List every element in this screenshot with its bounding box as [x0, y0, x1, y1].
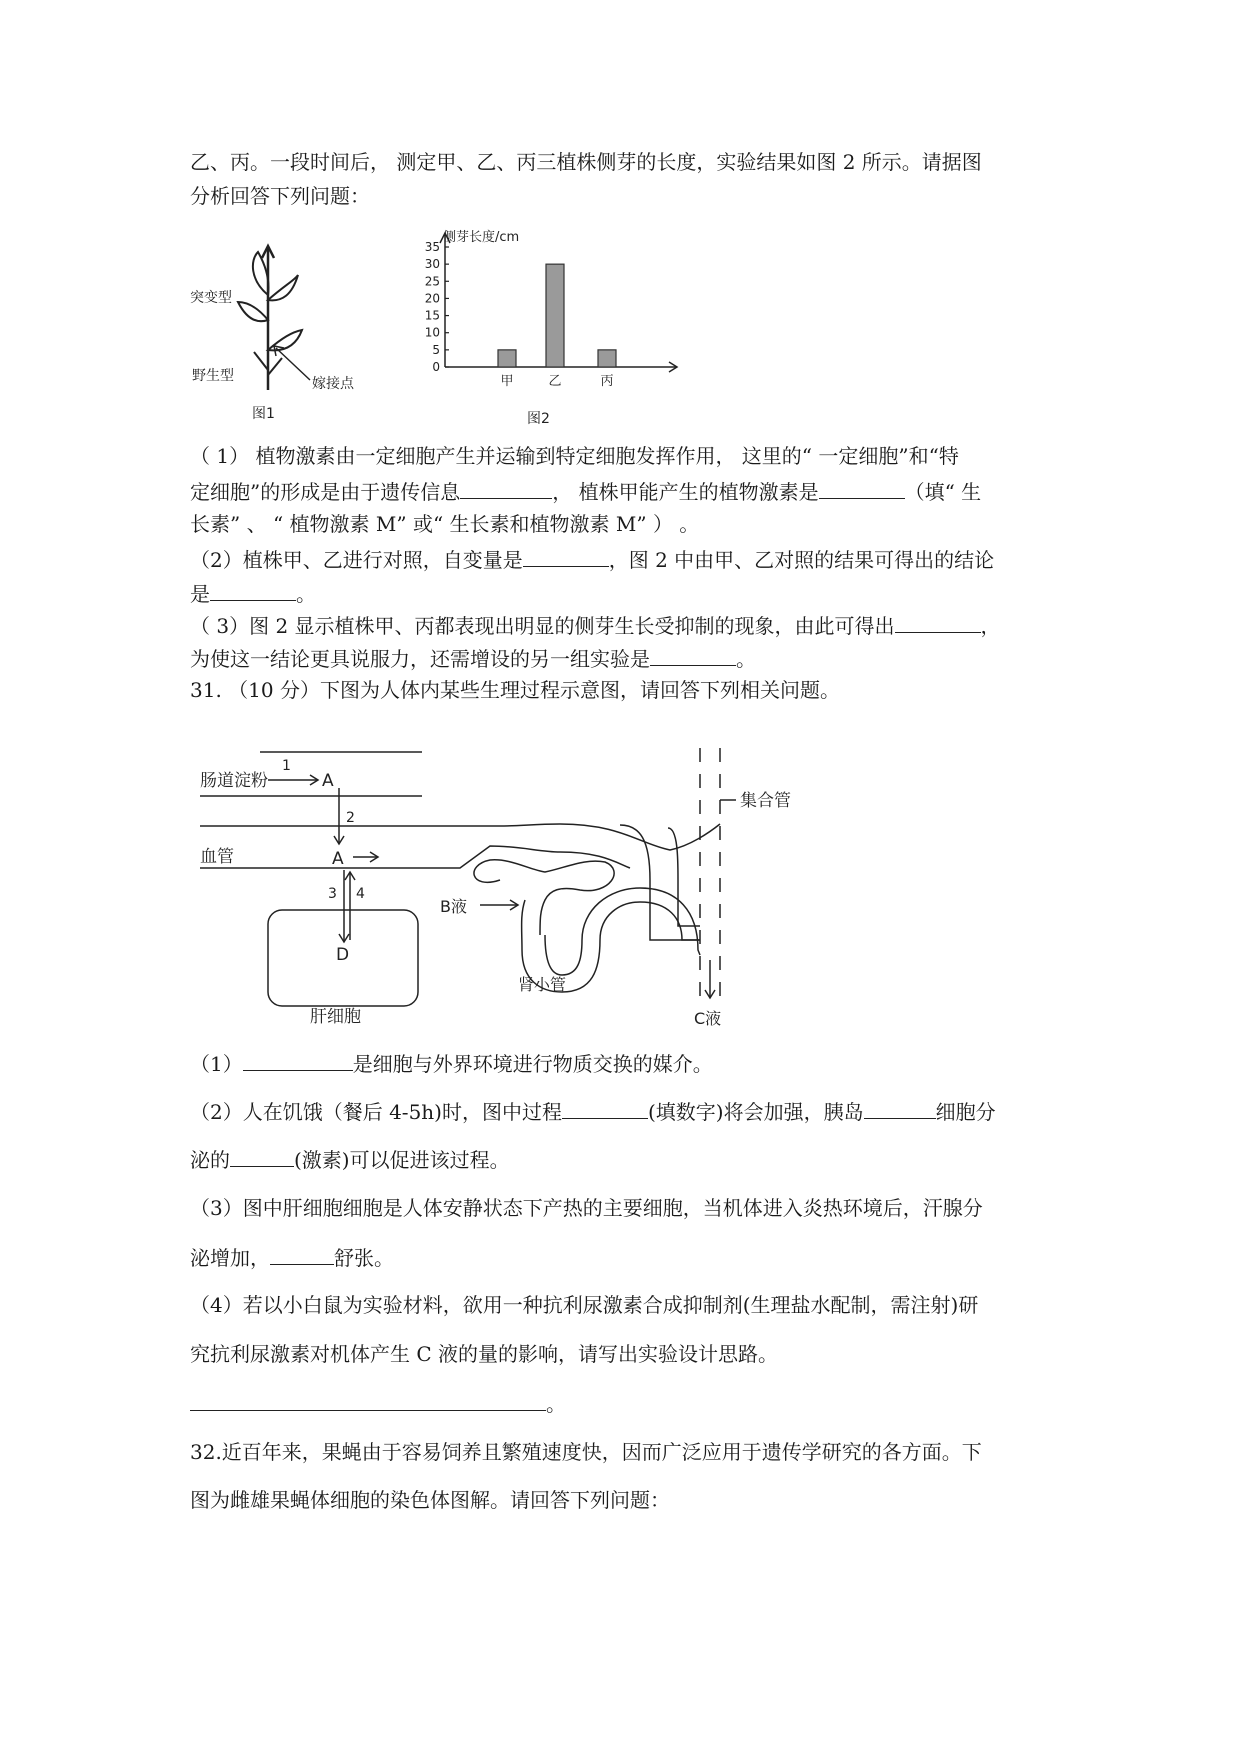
leaf: [268, 275, 298, 300]
figure-1-caption: 图1: [252, 406, 275, 422]
q30-part1-line2: [190, 478, 981, 504]
answer-blank[interactable]: [523, 546, 609, 567]
leaf: [253, 252, 269, 295]
y-axis-label: 侧芽长度/cm: [443, 230, 520, 245]
label-process-4: 4: [356, 886, 365, 902]
label-B-fluid: B液: [440, 897, 467, 916]
q31-p1-text-a: （1）: [190, 1052, 243, 1076]
tubule-segment: [668, 828, 700, 926]
bar-2: [546, 264, 564, 367]
label-mutant: 突变型: [190, 290, 232, 306]
q31-part1: [190, 1050, 713, 1076]
q30-p2-text-c: 是: [190, 582, 210, 606]
q30-part1-line1: （ 1） 植物激素由一定细胞产生并运输到特定细胞发挥作用， 这里的“ 一定细胞”和“特: [190, 444, 959, 468]
q30-part2-line1: [190, 546, 994, 572]
q31-part2-line1: [190, 1098, 996, 1124]
leaf: [238, 302, 268, 321]
label-A-top: A: [322, 771, 334, 791]
physiology-diagram: [200, 740, 920, 1030]
label-wild: 野生型: [192, 368, 234, 384]
label-D: D: [336, 945, 350, 965]
q31-p3-text-b: 舒张。: [334, 1246, 394, 1270]
intro-line-1: 乙、丙。一段时间后， 测定甲、乙、丙三植株侧芽的长度，实验结果如图 2 所示。请据图: [190, 150, 982, 174]
q30-p2-text-b: ，图 2 中由甲、乙对照的结果可得出的结论: [608, 548, 995, 572]
q32-line1: 32.近百年来，果蝇由于容易饲养且繁殖速度快，因而广泛应用于遗传学研究的各方面。下: [190, 1440, 982, 1464]
q30-p1-text-a: 定细胞”的形成是由于遗传信息: [190, 480, 461, 504]
y-tick-label: 25: [424, 274, 440, 289]
blood-vessel-bottom: [200, 846, 630, 868]
label-collecting-duct: 集合管: [740, 791, 791, 811]
answer-blank[interactable]: [819, 478, 905, 499]
label-process-2: 2: [346, 810, 355, 826]
answer-blank[interactable]: [864, 1098, 936, 1119]
answer-blank[interactable]: [190, 1390, 546, 1411]
label-renal-tubule: 肾小管: [518, 975, 567, 994]
figure-2-caption: 图2: [527, 411, 550, 427]
label-liver-cell: 肝细胞: [310, 1007, 361, 1027]
renal-tubule-inner: [545, 888, 700, 975]
q31-part2-line2: [190, 1146, 510, 1172]
answer-blank[interactable]: [270, 1244, 334, 1265]
q30-p3-text-b: ，: [980, 614, 1001, 638]
q31-part4-line1: （4）若以小白鼠为实验材料，欲用一种抗利尿激素合成抑制剂(生理盐水配制，需注射)研: [190, 1293, 979, 1317]
q30-part1-line3: 长素” 、 “ 植物激素 M” 或“ 生长素和植物激素 M” ） 。: [190, 512, 700, 536]
label-blood-vessel: 血管: [200, 847, 234, 867]
answer-blank[interactable]: [230, 1146, 294, 1167]
q30-p1-text-b: ， 植株甲能产生的植物激素是: [552, 480, 819, 504]
q30-p2-text-d: 。: [296, 582, 316, 606]
q31-p2-text-e: (激素)可以促进该过程。: [294, 1148, 510, 1172]
bar-1: [498, 350, 516, 367]
label-A-mid: A: [332, 849, 344, 869]
answer-blank[interactable]: [460, 478, 552, 499]
q31-part3-line2: [190, 1244, 394, 1270]
label-process-1: 1: [282, 758, 291, 774]
x-category-label: 丙: [600, 374, 614, 389]
tubule-segment: [620, 825, 700, 940]
q31-part3-line1: （3）图中肝细胞细胞是人体安静状态下产热的主要细胞，当机体进入炎热环境后，汗腺分: [190, 1196, 983, 1220]
q31-part4-line2: 究抗利尿激素对机体产生 C 液的量的影响，请写出实验设计思路。: [190, 1342, 779, 1366]
leaf: [268, 330, 302, 350]
q30-p1-text-c: （填“ 生: [904, 480, 982, 504]
graft-arrow: [276, 348, 310, 380]
q31-p2-text-a: （2）人在饥饿（餐后 4-5h)时，图中过程: [190, 1100, 562, 1124]
q30-p2-text-a: （2）植株甲、乙进行对照，自变量是: [190, 548, 523, 572]
label-graft: 嫁接点: [312, 376, 354, 392]
answer-blank[interactable]: [210, 580, 296, 601]
x-category-label: 甲: [500, 374, 514, 389]
q30-p3-text-c: 为使这一结论更具说服力，还需增设的另一组实验是: [190, 647, 650, 671]
q30-part2-line2: [190, 580, 316, 606]
answer-blank[interactable]: [895, 612, 981, 633]
q31-p2-text-c: 细胞分: [935, 1100, 996, 1124]
x-category-label: 乙: [548, 374, 562, 389]
q31-p3-text-a: 泌增加，: [190, 1246, 270, 1270]
y-tick-label: 0: [432, 360, 440, 374]
y-tick-label: 35: [424, 240, 440, 254]
y-tick-label: 30: [424, 257, 440, 272]
q30-part3-line1: [190, 612, 1001, 638]
y-tick-label: 5: [432, 342, 440, 357]
label-intestine-starch: 肠道淀粉: [200, 771, 268, 791]
bowman-capsule: [474, 860, 614, 935]
bar-3: [598, 350, 616, 367]
q31-p1-text-b: 是细胞与外界环境进行物质交换的媒介。: [352, 1052, 713, 1076]
q31-p2-text-d: 泌的: [190, 1148, 230, 1172]
answer-blank[interactable]: [650, 645, 736, 666]
q30-part3-line2: [190, 645, 756, 671]
figure-2-bar-chart: [415, 225, 685, 430]
q31-part4-line3: [190, 1390, 566, 1416]
figure-1-plant-graft: [190, 240, 390, 430]
q30-p3-text-d: 。: [736, 647, 756, 671]
q30-p3-text-a: （ 3）图 2 显示植株甲、丙都表现出明显的侧芽生长受抑制的现象，由此可得出: [190, 614, 895, 638]
q32-line2: 图为雌雄果蝇体细胞的染色体图解。请回答下列问题：: [190, 1488, 670, 1512]
answer-blank[interactable]: [562, 1098, 648, 1119]
label-C-fluid: C液: [694, 1009, 722, 1028]
label-process-3: 3: [328, 886, 337, 902]
q31-title: 31. （10 分）下图为人体内某些生理过程示意图，请回答下列相关问题。: [190, 678, 840, 702]
q31-p4-text-end: 。: [546, 1392, 566, 1416]
y-tick-label: 15: [424, 308, 440, 323]
answer-blank[interactable]: [243, 1050, 353, 1071]
intro-line-2: 分析回答下列问题：: [190, 184, 370, 208]
q31-p2-text-b: (填数字)将会加强，胰岛: [647, 1100, 864, 1124]
y-tick-label: 20: [424, 291, 440, 306]
y-tick-label: 10: [424, 325, 440, 340]
